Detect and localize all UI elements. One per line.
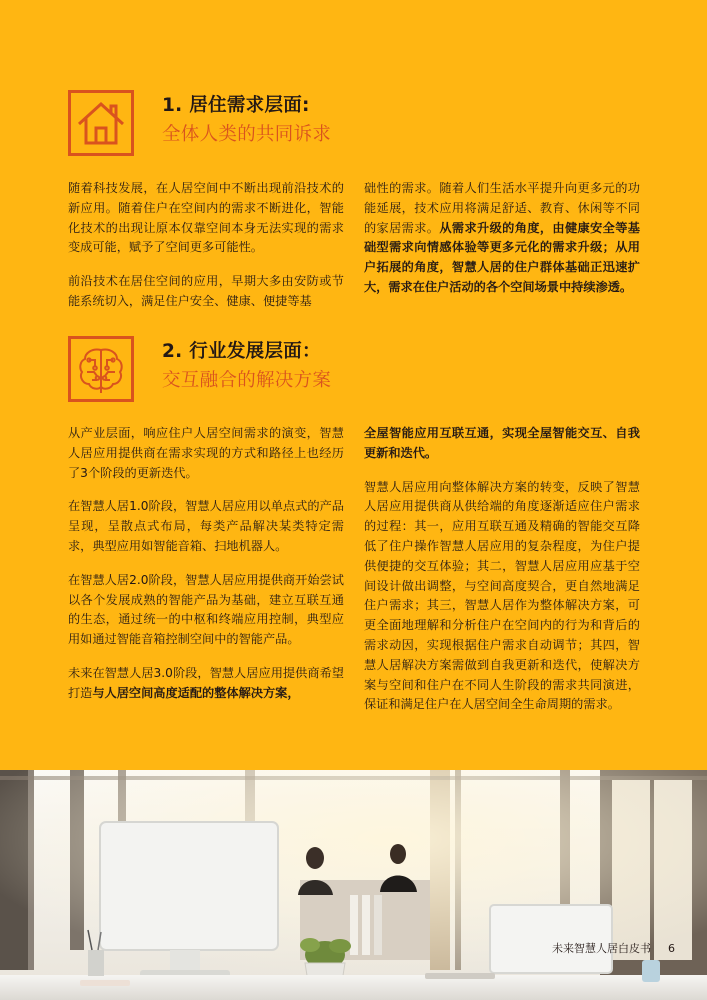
- paragraph-plain: 础性的需求。随着人们生活水平提升向更多元的功能延展，技术应用将满足舒适、教育、休闲等不同的家居需求。: [364, 181, 640, 235]
- paragraph-bold: 从需求升级的角度，由健康安全等基础型需求向情感体验等更多元化的需求升级；从用户拓展的角度，智慧人居的住户群体基础正迅速扩大，需求在住户活动的各个空间场景中持续渗透。: [364, 220, 640, 294]
- footer: [552, 940, 675, 956]
- section1-header: [68, 90, 331, 156]
- paragraph: 在智慧人居1.0阶段，智慧人居应用以单点式的产品呈现，呈散点式布局，每类产品解决某类特定需求，典型应用如智能音箱、扫地机器人。: [68, 499, 344, 553]
- section2-title: 2. 行业发展层面：: [162, 341, 321, 362]
- paragraph-bold: 全屋智能应用互联互通，实现全屋智能交互、自我更新和迭代。: [364, 426, 640, 460]
- paragraph: [68, 664, 344, 704]
- section1-right-column: [364, 179, 640, 312]
- page-number: 6: [668, 942, 675, 955]
- paragraph: 随着科技发展，在人居空间中不断出现前沿技术的新应用。随着住户在空间内的需求不断进化，智能化技术的出现让原本仅靠空间本身无法实现的需求变成可能，赋予了空间更多可能性。: [68, 181, 344, 255]
- paragraph: 在智慧人居2.0阶段，智慧人居应用提供商开始尝试以各个发展成熟的智能产品为基础，建立互联互通的生态，通过统一的中枢和终端应用控制，典型应用如通过智能音箱控制空间中的智能产品。: [68, 572, 344, 647]
- house-icon: [68, 90, 134, 156]
- brain-circuit-icon: [68, 336, 134, 402]
- section2-right-column: [364, 424, 640, 729]
- section2-subtitle: 交互融合的解决方案: [162, 370, 332, 391]
- section1-left-column: [68, 179, 344, 326]
- section1-subtitle: 全体人类的共同诉求: [162, 124, 332, 145]
- section2-left-column: [68, 424, 344, 718]
- paragraph: [364, 424, 640, 464]
- office-photo: [0, 770, 707, 1000]
- section1-title: 1. 居住需求层面:: [162, 95, 310, 116]
- paragraph: [364, 179, 640, 298]
- paragraph-plain: 未来在智慧人居3.0阶段，智慧人居应用提供商希望打造: [68, 665, 344, 700]
- paragraph-bold: 与人居空间高度适配的整体解决方案，: [92, 685, 300, 700]
- section2-header: [68, 336, 331, 402]
- paragraph: 智慧人居应用向整体解决方案的转变，反映了智慧人居应用提供商从供给端的角度逐渐适应住户需求的过程：其一，应用互联互通及精确的智能交互降低了住户操作智慧人居应用的复杂程度，为住户提供便捷的交互体验；其二，智慧人居应用应基于空间设计做出调整，与空间高度契合，更自然地满足住户需求；其三，智慧人居作为整体解决方案，可更全面地理解和分析住户在空间内的行为和背后的需求动因，实现根据住户需求自动调节；其四，智慧人居解决方案需做到自我更新和迭代，使解决方案与空间和住户在不同人生阶段的需求共同演进，保证和满足住户在人居空间全生命周期的需求。: [364, 479, 640, 712]
- paragraph: 前沿技术在居住空间的应用，早期大多由安防或节能系统切入，满足住户安全、健康、便捷等基: [68, 274, 344, 308]
- footer-doc-title: 未来智慧人居白皮书: [552, 942, 651, 955]
- paragraph: 从产业层面，响应住户人居空间需求的演变，智慧人居应用提供商在需求实现的方式和路径上也经历了3个阶段的更新迭代。: [68, 426, 344, 480]
